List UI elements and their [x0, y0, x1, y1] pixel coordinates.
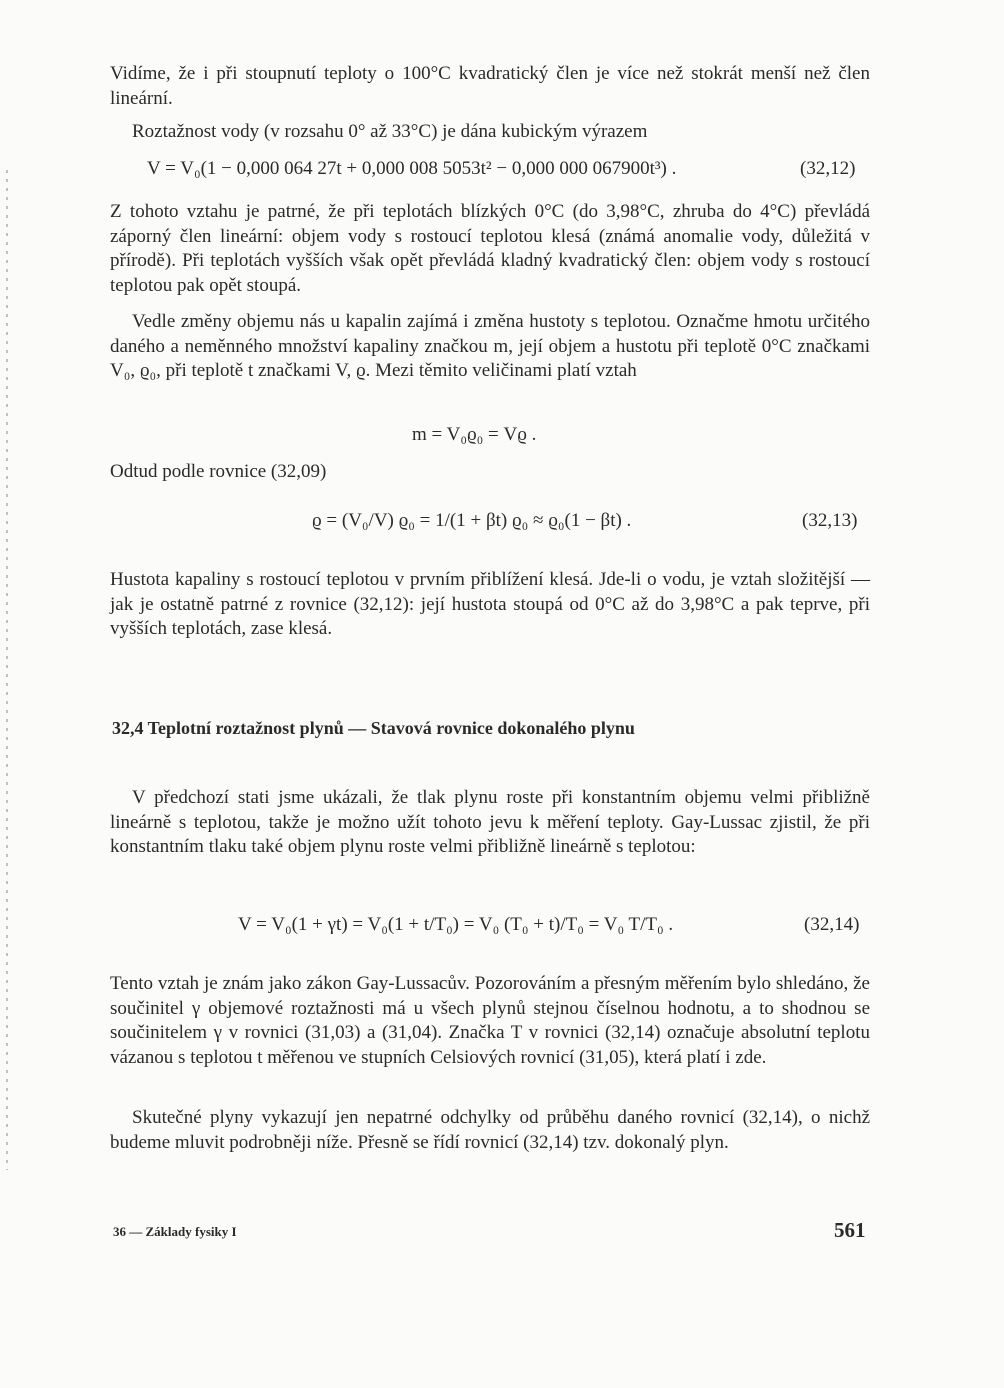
- paragraph-9: [110, 1106, 870, 1155]
- paragraph-6: [110, 568, 870, 642]
- equation-number-32-13: (32,13): [802, 510, 858, 531]
- paragraph-1: [110, 62, 870, 111]
- paragraph-3: [110, 200, 870, 298]
- page-number: 561: [834, 1218, 866, 1242]
- paragraph-text: Hustota kapaliny s rostoucí teplotou v prvním přiblížení klesá. Jde-li o vodu, je vztah složitější — jak je ostatně patrné z rovnice (32,12): její hustota stoupá od 0°C až do 3,98°C a pak teprve, při vyšších teplotách, zase klesá.: [110, 569, 870, 639]
- paragraph-text: Odtud podle rovnice (32,09): [110, 461, 327, 482]
- equation-number-32-12: (32,12): [800, 158, 856, 179]
- equation-mass: m = V₀ϱ₀ = Vϱ .: [412, 424, 537, 445]
- footer-book-title: 36 — Základy fysiky I: [113, 1224, 237, 1239]
- paragraph-text: Tento vztah je znám jako zákon Gay-Lussacův. Pozorováním a přesným měřením bylo shledáno, že součinitel γ objemové roztažnosti má u všech plynů stejnou číselnou hodnotu, a to shodnou se součinitelem γ v rovnici (31,03) a (31,04). Značka T v rovnici (32,14) označuje absolutní teplotu vázanou s teplotou t měřenou ve stupních Celsiových rovnicí (31,05), která platí i zde.: [110, 973, 870, 1068]
- paragraph-5: [110, 460, 870, 485]
- section-heading: 32,4 Teplotní roztažnost plynů — Stavová rovnice dokonalého plynu: [112, 718, 635, 738]
- paragraph-text: Z tohoto vztahu je patrné, že při teplotách blízkých 0°C (do 3,98°C, zhruba do 4°C) převládá záporný člen lineární: objem vody s rostoucí teplotou klesá (známá anomalie vody, důležitá v přírodě). Při teplotách vyšších však opět převládá kladný kvadratický člen: objem vody s rostoucí teplotou pak opět stoupá.: [110, 201, 870, 296]
- paragraph-text: V předchozí stati jsme ukázali, že tlak plynu roste při konstantním objemu velmi přibližně lineárně s teplotou, takže je možno užít tohoto jevu k měření teploty. Gay-Lussac zjistil, že při konstantním tlaku také objem plynu roste velmi přibližně lineárně s teplotou:: [110, 787, 870, 857]
- paragraph-text: Roztažnost vody (v rozsahu 0° až 33°C) je dána kubickým výrazem: [132, 121, 648, 142]
- equation-32-12: V = V₀(1 − 0,000 064 27t + 0,000 008 5053t² − 0,000 000 067900t³) .: [147, 158, 677, 179]
- equation-number-32-14: (32,14): [804, 914, 860, 935]
- equation-32-14: V = V₀(1 + γt) = V₀(1 + t/T₀) = V₀ (T₀ + t)/T₀ = V₀ T/T₀ .: [238, 914, 674, 935]
- paragraph-text: Vedle změny objemu nás u kapalin zajímá i změna hustoty s teplotou. Označme hmotu určitého daného a neměnného množství kapaliny značkou m, její objem a hustotu při teplotě 0°C značkami V₀, ϱ₀, při teplotě t značkami V, ϱ. Mezi těmito veličinami platí vztah: [110, 311, 870, 381]
- paragraph-2: [110, 120, 870, 145]
- paragraph-4: [110, 310, 870, 384]
- paragraph-8: [110, 972, 870, 1070]
- paragraph-text: Vidíme, že i při stoupnutí teploty o 100°C kvadratický člen je více než stokrát menší než člen lineární.: [110, 63, 870, 109]
- equation-32-13: ϱ = (V₀/V) ϱ₀ = 1/(1 + βt) ϱ₀ ≈ ϱ₀(1 − βt) .: [312, 510, 632, 531]
- paragraph-7: [110, 786, 870, 860]
- binding-shadow: [6, 170, 8, 1170]
- paragraph-text: Skutečné plyny vykazují jen nepatrné odchylky od průběhu daného rovnicí (32,14), o nichž budeme mluvit podrobněji níže. Přesně se řídí rovnicí (32,14) tzv. dokonalý plyn.: [110, 1107, 870, 1153]
